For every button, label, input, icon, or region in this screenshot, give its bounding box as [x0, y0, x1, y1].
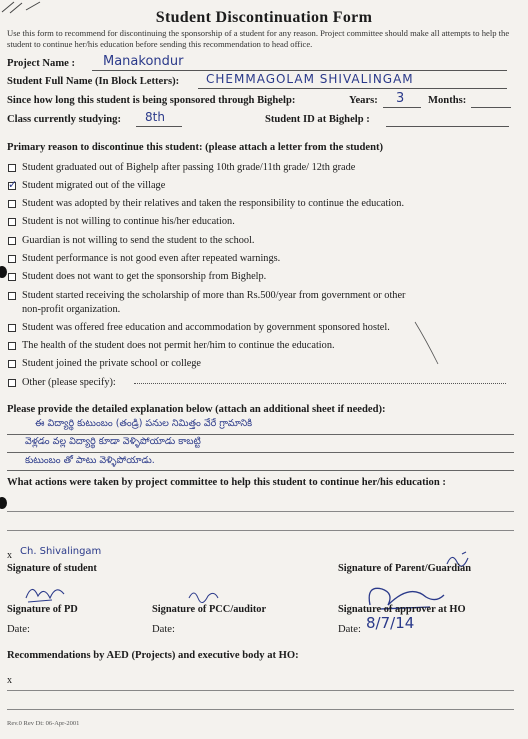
reason-checkbox-4[interactable] [8, 218, 16, 226]
project-name-value[interactable]: Manakondur [103, 54, 184, 69]
reason-label-7: Student does not want to get the sponsorship from Bighelp. [22, 271, 267, 282]
reason-label-11: Student joined the private school or college [22, 358, 202, 369]
approver-sig-label: Signature of approver at HO [338, 604, 466, 615]
project-name-label: Project Name : [7, 58, 76, 69]
reason-checkbox-6[interactable] [8, 255, 16, 263]
explanation-line-1 [7, 434, 514, 435]
reason-label-6: Student performance is not good even after repeated warnings. [22, 253, 281, 264]
pd-sig-label: Signature of PD [7, 604, 78, 615]
reason-checkbox-10[interactable] [8, 342, 16, 350]
pcc-date-label: Date: [152, 624, 175, 635]
reason-checkbox-1[interactable] [8, 164, 16, 172]
reason-label-8-continued: non-profit organization. [22, 304, 121, 315]
recommendations-line-2[interactable] [7, 709, 514, 710]
approver-date-label: Date: [338, 624, 361, 635]
reasons-heading: Primary reason to discontinue this student: (please attach a letter from the student) [7, 142, 384, 153]
student-signature[interactable]: Ch. Shivalingam [20, 546, 102, 557]
footer-revision: Rev.0 Rev Dt: 06-Apr-2001 [7, 720, 80, 727]
student-sig-label: Signature of student [7, 563, 97, 574]
pd-date-label: Date: [7, 624, 30, 635]
class-line [136, 126, 182, 127]
actions-heading: What actions were taken by project committee to help this student to continue her/his education : [7, 477, 446, 488]
explanation-text-3[interactable]: కుటుంబం తో పాటు వెళ్ళిపోయాడు. [25, 455, 155, 466]
reason-checkbox-11[interactable] [8, 360, 16, 368]
parent-sig-label: Signature of Parent/Guardian [338, 563, 471, 574]
actions-line-1[interactable] [7, 511, 514, 512]
explanation-text-2[interactable]: వెళ్లడం వల్ల విద్యార్థి కూడా వెళ్ళిపోయాడు కాబట్టి [25, 436, 201, 447]
pcc-sig-label: Signature of PCC/auditor [152, 604, 267, 615]
reason-label-5: Guardian is not willing to send the student to the school. [22, 235, 255, 246]
class-label: Class currently studying: [7, 114, 121, 125]
years-line [383, 107, 421, 108]
reason-label-2: Student migrated out of the village [22, 180, 166, 191]
form-intro: Use this form to recommend for discontinuing the sponsorship of a student for any reason. Project committee should make all attempts to help the student to continue her/his education before sending this recommendation to head office. [7, 28, 510, 49]
recommendations-line-1[interactable] [7, 690, 514, 691]
reason-checkbox-5[interactable] [8, 237, 16, 245]
explanation-text-1[interactable]: ఈ విద్యార్థి కుటుంబం (తండ్రి) పనుల నిమిత్తం వేరే గ్రామానికి [35, 418, 253, 429]
reason-label-12: Other (please specify): [22, 377, 116, 388]
since-label: Since how long this student is being sponsored through Bighelp: [7, 95, 296, 106]
student-name-value[interactable]: CHEMMAGOLAM SHIVALINGAM [206, 72, 414, 86]
reason-checkbox-2[interactable] [8, 178, 18, 191]
explanation-line-2 [7, 452, 514, 453]
months-line[interactable] [471, 107, 511, 108]
reason-label-3: Student was adopted by their relatives and taken the responsibility to continue the education. [22, 198, 405, 209]
student-sig-x: x [7, 550, 12, 561]
student-name-label: Student Full Name (In Block Letters): [7, 76, 180, 87]
reason-label-9: Student was offered free education and accommodation by government sponsored hostel. [22, 322, 390, 333]
actions-line-2[interactable] [7, 530, 514, 531]
months-label: Months: [428, 95, 467, 106]
reason-checkbox-7[interactable] [8, 273, 16, 281]
form-title: Student Discontinuation Form [155, 9, 373, 26]
punch-hole-top [0, 266, 7, 278]
recommendations-heading: Recommendations by AED (Projects) and executive body at HO: [7, 650, 299, 661]
student-name-line [198, 88, 507, 89]
reason-checkbox-8[interactable] [8, 292, 16, 300]
reason-label-4: Student is not willing to continue his/her education. [22, 216, 235, 227]
check-mark-icon: ✓ [8, 178, 18, 191]
reason-label-8: Student started receiving the scholarship of more than Rs.500/year from government or other [22, 290, 406, 301]
student-id-label: Student ID at Bighelp : [265, 114, 370, 125]
pcc-signature-mark [186, 586, 222, 604]
explanation-line-3 [7, 470, 514, 471]
reason-checkbox-12[interactable] [8, 379, 16, 387]
approver-date-value[interactable]: 8/7/14 [366, 614, 415, 632]
reason-checkbox-9[interactable] [8, 324, 16, 332]
project-name-line [92, 70, 507, 71]
pd-signature-mark [22, 578, 82, 606]
class-value[interactable]: 8th [145, 110, 165, 124]
reason-label-1: Student graduated out of Bighelp after passing 10th grade/11th grade/ 12th grade [22, 162, 356, 173]
explanation-heading: Please provide the detailed explanation below (attach an additional sheet if needed): [7, 404, 386, 415]
other-specify-line[interactable] [134, 383, 506, 384]
recommendations-x: x [7, 675, 12, 686]
years-label: Years: [349, 95, 378, 106]
punch-hole-bottom [0, 497, 7, 509]
reason-checkbox-3[interactable] [8, 200, 16, 208]
student-id-line[interactable] [386, 126, 509, 127]
pen-stroke-mark [412, 320, 442, 368]
years-value[interactable]: 3 [396, 91, 405, 106]
reason-label-10: The health of the student does not permit her/him to continue the education. [22, 340, 335, 351]
